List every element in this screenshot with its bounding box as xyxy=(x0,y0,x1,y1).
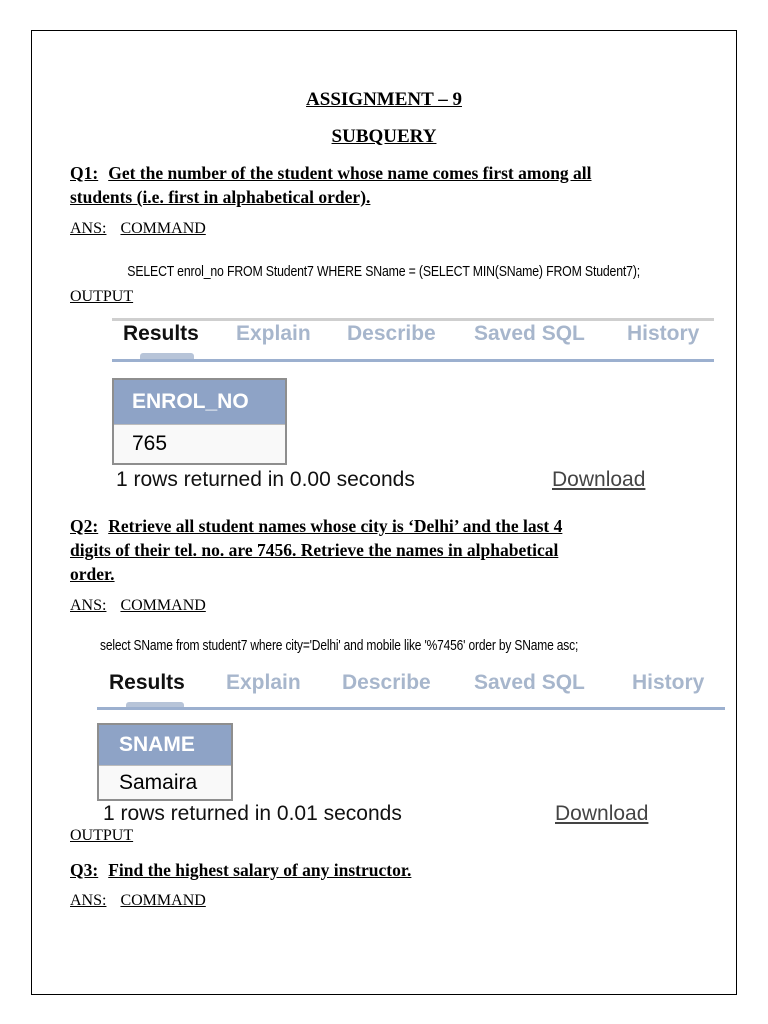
tabs-bottom-rule xyxy=(112,359,714,362)
download-link[interactable]: Download xyxy=(555,802,649,825)
question-1 xyxy=(70,161,700,209)
ans-label: ANS: xyxy=(70,597,107,614)
rows-returned-text: 1 rows returned in 0.01 seconds xyxy=(103,802,402,825)
ans-label: ANS: xyxy=(70,220,107,237)
question-text: Get the number of the student whose name comes first among all xyxy=(108,163,592,183)
column-header: ENROL_NO xyxy=(114,380,285,424)
tab-history[interactable]: History xyxy=(627,322,700,345)
tab-explain[interactable]: Explain xyxy=(226,671,301,694)
answer-line xyxy=(70,597,206,615)
question-3 xyxy=(70,858,700,882)
command-label: COMMAND xyxy=(120,597,206,614)
question-number: Q2: xyxy=(70,516,99,536)
question-text: Retrieve all student names whose city is ‘Delhi’ and the last 4 xyxy=(108,516,563,536)
tab-saved-sql[interactable]: Saved SQL xyxy=(474,671,585,694)
answer-line xyxy=(70,220,206,238)
question-text: digits of their tel. no. are 7456. Retrieve the names in alphabetical xyxy=(70,540,559,560)
output-label: OUTPUT xyxy=(70,827,134,844)
tab-describe[interactable]: Describe xyxy=(342,671,431,694)
column-header: SNAME xyxy=(99,725,231,765)
question-text: Find the highest salary of any instructor. xyxy=(108,860,412,880)
tabs-top-rule xyxy=(112,318,714,321)
assignment-title: ASSIGNMENT – 9 xyxy=(306,89,462,110)
ans-label: ANS: xyxy=(70,892,107,909)
sql-command xyxy=(0,637,768,654)
command-label: COMMAND xyxy=(120,220,206,237)
tab-saved-sql[interactable]: Saved SQL xyxy=(474,322,585,345)
tab-results[interactable]: Results xyxy=(123,322,199,345)
command-label: COMMAND xyxy=(120,892,206,909)
output-label: OUTPUT xyxy=(70,288,134,305)
assignment-subtitle: SUBQUERY xyxy=(331,126,437,147)
table-cell: 765 xyxy=(114,424,285,463)
question-number: Q1: xyxy=(70,163,99,183)
tab-history[interactable]: History xyxy=(632,671,705,694)
results-tabs xyxy=(0,671,768,699)
table-cell: Samaira xyxy=(99,765,231,799)
question-text: order. xyxy=(70,564,115,584)
sql-text: SELECT enrol_no FROM Student7 WHERE SName = (SELECT MIN(SName) FROM Student7); xyxy=(127,263,641,280)
rows-returned-text: 1 rows returned in 0.00 seconds xyxy=(116,468,415,491)
tabs-bottom-rule xyxy=(97,707,725,710)
answer-line xyxy=(70,892,206,910)
question-2 xyxy=(70,514,700,586)
sql-text: select SName from student7 where city='Delhi' and mobile like '%7456' order by SName asc; xyxy=(100,637,579,654)
question-text: students (i.e. first in alphabetical order). xyxy=(70,187,371,207)
question-number: Q3: xyxy=(70,860,99,880)
tab-describe[interactable]: Describe xyxy=(347,322,436,345)
download-link[interactable]: Download xyxy=(552,468,646,491)
sql-command xyxy=(0,263,768,280)
results-tabs xyxy=(0,322,768,350)
result-table xyxy=(112,378,287,465)
tab-results[interactable]: Results xyxy=(109,671,185,694)
tab-explain[interactable]: Explain xyxy=(236,322,311,345)
result-table xyxy=(97,723,233,801)
